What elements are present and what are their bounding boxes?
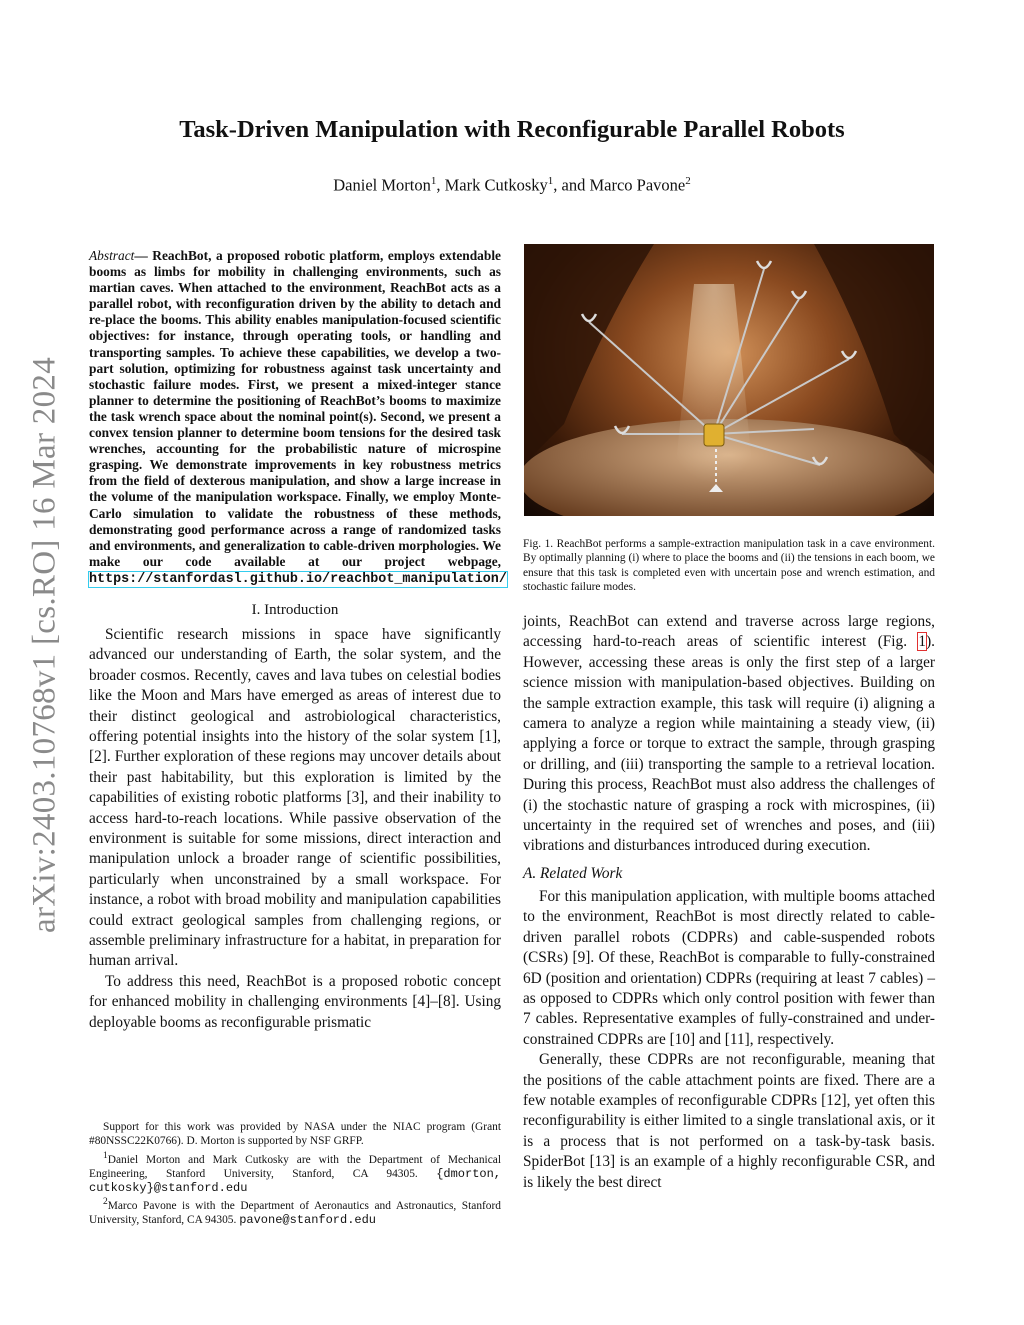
author-separator: , [436, 175, 445, 195]
abstract [89, 248, 507, 588]
paragraph-text: ). However, accessing these areas is only the first step of a larger science mission with manipulation-based objectives. Building on the sample extraction example, this task will require (i) aligning a camera to analyze a region while maintaining a steady view, (ii) applying a force or torque to extract the sample, through grasping or drilling, and (iii) transporting the sample to a retrieval location. During this process, ReachBot must also address the challenges of (i) the stochastic nature of grasping a rock with microspines, (ii) uncertainty in the required set of wrenches and poses, and (iii) vibrations and disturbances introduced during execution. [523, 633, 935, 855]
affiliation-mark: 1 [430, 175, 437, 187]
abstract-dash: — [134, 248, 153, 263]
related-work-paragraph-1: For this manipulation application, with multiple booms attached to the environment, ReachBot is most directly related to cable-driven parallel robots (CDPRs) and cable-suspended robots (CSRs) [9]. Of these, ReachBot is comparable to fully-constrained 6D (position and orientation) CDPRs (requiring at least 7 cables) – as opposed to CDPRs which only control position with fewer than 7 cables. Representative examples of fully-constrained and under-constrained CDPRs are [10] and [11], respectively. [523, 887, 935, 1048]
author-separator: , and [553, 175, 590, 195]
robot-body [704, 424, 724, 446]
footnote-mark: 2 [103, 1197, 108, 1208]
footnote-mark: 1 [103, 1150, 108, 1161]
abstract-text: ReachBot, a proposed robotic platform, employs extendable booms as limbs for mobility in challenging environments, such as martian caves. When attached to the environment, ReachBot acts as a parallel robot, with reconfiguration driven by the ability to detach and re-place the booms. This ability enables manipulation-focused scientific objectives: for instance, through operating tools, or handling and transporting samples. To achieve these capabilities, we develop a two-part solution, optimizing for robustness against task uncertainty and stochastic failure modes. First, we present a mixed-integer stance planner to determine the positioning of ReachBot’s booms to maximize the task wrench space about the nominal point(s). Second, we present a convex tension planner to determine boom tensions for the desired task wrenches, accounting for the probabilistic nature of microspine grasping. We demonstrate improvements in key robustness metrics from the field of dexterous manipulation, and show a large increase in the volume of the manipulation workspace. Finally, we employ Monte-Carlo simulation to validate the robustness of these methods, demonstrating good performance across a range of randomized tasks and environments, and generalization to cable-driven morphologies. We make our code available at our project webpage, [89, 248, 501, 569]
project-webpage-link[interactable]: https://stanfordasl.github.io/reachbot_manipulation/ [89, 571, 507, 587]
right-column [523, 612, 935, 1193]
author-name: Daniel Morton [333, 175, 431, 195]
footnotes [89, 1120, 501, 1228]
arxiv-identifier [20, 345, 70, 945]
affiliation-footnote-2 [89, 1195, 501, 1227]
author-list [0, 175, 1024, 196]
affiliation-mark: 2 [685, 175, 691, 187]
intro-paragraph-1: Scientific research missions in space have significantly advanced our understanding of Earth, the solar system, and the broader cosmos. Recently, caves and lava tubes on celestial bodies like the Moon and Mars have emerged as areas of interest due to their distinct geological and astrobiological characteristics, offering potential insights into the history of the solar system [1], [2]. Further exploration of these regions may uncover details about their past habitability, but this exploration is limited by the capabilities of existing robotic platforms [3], and their inability to access hard-to-reach locations. While passive observation of the environment is suitable for some missions, direct interaction and manipulation unlock a broader range of scientific possibilities, particularly when unconstrained by a small workspace. For instance, a robot with broad mobility and manipulation capabilities could extract geological samples from challenging regions, or assemble preliminary infrastructure for a habitat, in preparation for human arrival. [89, 625, 501, 970]
footnote-text: Daniel Morton and Mark Cutkosky are with the Department of Mechanical Engineering, Stanford University, Stanford, CA 94305. [89, 1153, 501, 1180]
subsection-heading: A. Related Work [523, 864, 623, 882]
footnote-text: Marco Pavone is with the Department of Aeronautics and Astronautics, Stanford University, Stanford, CA 94305. [89, 1200, 501, 1227]
paper-title: Task-Driven Manipulation with Reconfigurable Parallel Robots [179, 116, 845, 143]
arxiv-identifier-text: arXiv:2403.10768v1 [cs.RO] 16 Mar 2024 [26, 357, 63, 933]
author-name: Mark Cutkosky [444, 175, 548, 195]
figure-reference-link[interactable]: 1 [918, 633, 927, 651]
cave-illustration [524, 244, 934, 516]
paragraph-text: joints, ReachBot can extend and traverse across large regions, accessing hard-to-reach areas of scientific interest (Fig. [523, 613, 935, 651]
email-address: {dmorton, cutkosky}@stanford.edu [89, 1166, 501, 1195]
funding-footnote: Support for this work was provided by NASA under the NIAC program (Grant #80NSSC22K0766). D. Morton is supported by NSF GRFP. [89, 1121, 501, 1148]
author-name: Marco Pavone [589, 175, 686, 195]
intro-continuation [523, 612, 935, 857]
left-column [89, 248, 507, 1033]
intro-paragraph-2: To address this need, ReachBot is a proposed robotic concept for enhanced mobility in challenging environments [4]–[8]. Using deployable booms as reconfigurable prismatic [89, 972, 501, 1031]
affiliation-footnote-1 [89, 1149, 501, 1196]
affiliation-mark: 1 [547, 175, 554, 187]
section-heading: I. Introduction [251, 601, 339, 618]
figure-cave-image [524, 244, 934, 516]
abstract-lead: Abstract [89, 248, 135, 263]
figure-caption: Fig. 1. ReachBot performs a sample-extraction manipulation task in a cave environment. By optimally planning (i) where to place the booms and (ii) the tensions in each boom, we ensure that this task is completed even with uncertain pose and wrench estimation, and stochastic failure modes. [523, 538, 935, 593]
email-address: pavone@stanford.edu [239, 1213, 377, 1228]
related-work-paragraph-2: Generally, these CDPRs are not reconfigurable, meaning that the positions of the cable attachment points are fixed. There are a few notable examples of reconfigurable CDPRs [12], yet often this reconfigurability is either limited to a single translational axis, or it is a process that is not performed on a task-by-task basis. SpiderBot [13] is an example of a highly reconfigurable CSR, and is likely the best direct [523, 1051, 935, 1191]
light-beam [674, 284, 754, 484]
